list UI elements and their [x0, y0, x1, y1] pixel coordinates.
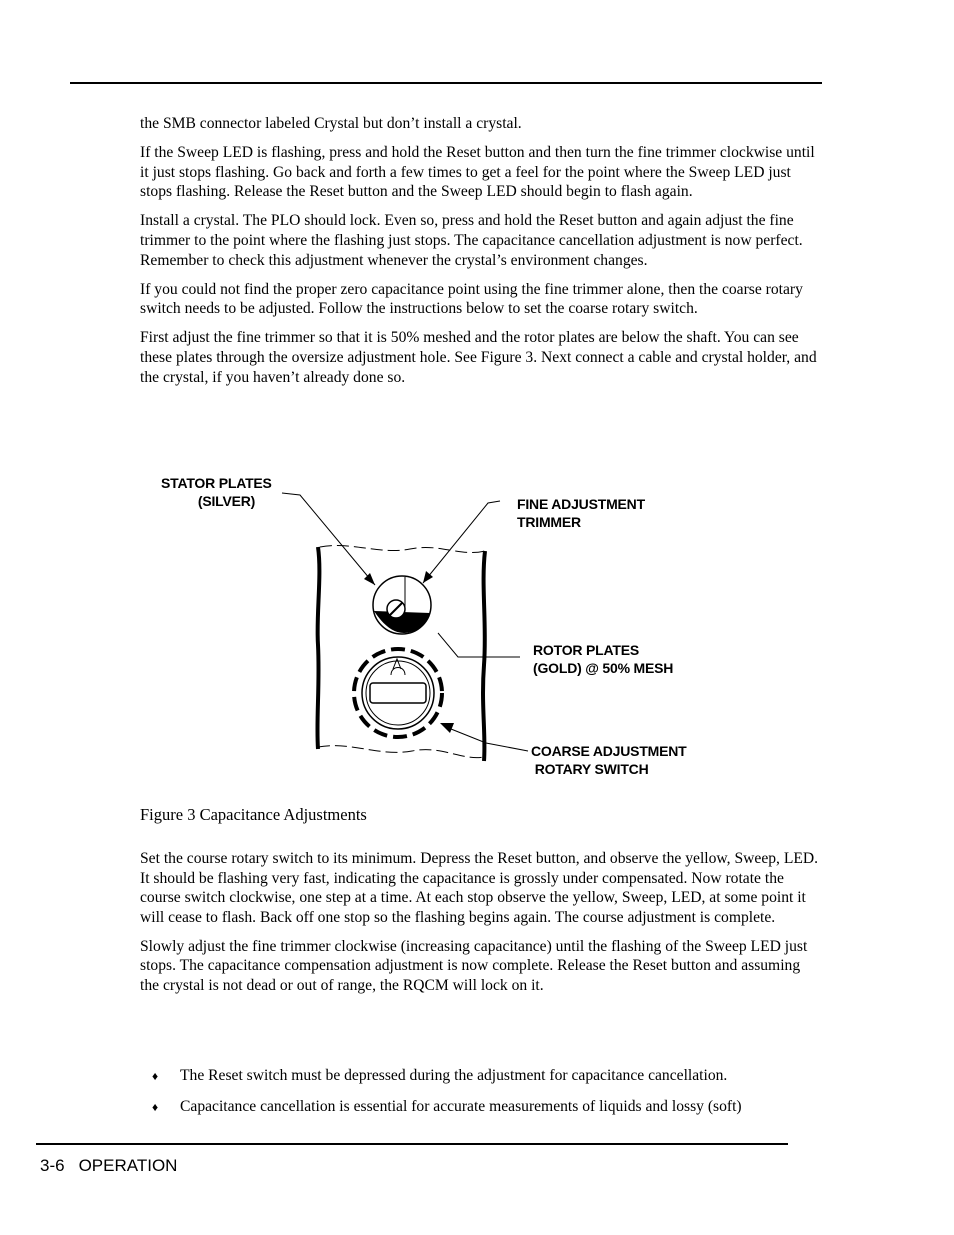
paragraph: Slowly adjust the fine trimmer clockwise (increasing capacitance) until the flashing of the Sweep LED just stops. The capacitance compensation adjustment is now complete. Release the Reset button and assuming the crystal is not dead or out of range, the RQCM will lock on it. [140, 937, 808, 995]
fine-adjustment-label: FINE ADJUSTMENT TRIMMER [517, 496, 645, 530]
rotor-plates-label: ROTOR PLATES (GOLD) @ 50% MESH [533, 642, 674, 676]
paragraph: the SMB connector labeled Crystal but don’t install a crystal. [140, 115, 522, 132]
coarse-adjustment-label: COARSE ADJUSTMENT ROTARY SWITCH [531, 743, 687, 777]
stator-plates-label: STATOR PLATES (SILVER) [161, 475, 272, 509]
coarse-arrowhead [440, 723, 454, 733]
rotor-leader [438, 633, 520, 657]
page-number: 3-6 [40, 1156, 65, 1175]
board-bottom-edge [318, 746, 484, 758]
coarse-rotary-switch [354, 649, 442, 737]
coarse-leader [446, 727, 528, 751]
diamond-bullet-icon: ♦ [152, 1100, 159, 1114]
capacitance-figure [150, 465, 710, 795]
list-item [150, 1066, 830, 1086]
board-left-edge [317, 547, 319, 749]
board-right-edge [483, 551, 485, 761]
paragraph: If you could not find the proper zero capacitance point using the fine trimmer alone, then the coarse rotary switch needs to be adjusted. Follow the instructions below to set the coarse rotary switch. [140, 280, 803, 318]
fine-leader [423, 501, 500, 583]
list-item [150, 1097, 830, 1117]
page-footer [40, 1156, 191, 1176]
stator-arrowhead [364, 573, 375, 585]
header-rule [70, 82, 822, 84]
paragraph: Install a crystal. The PLO should lock. Even so, press and hold the Reset button and again adjust the fine trimmer to the point where the flashing just stops. The capacitance cancellation adjustment is now perfect. Remember to check this adjustment whenever the crystal’s environment changes. [140, 212, 803, 269]
diamond-bullet-icon: ♦ [152, 1069, 159, 1083]
stator-leader [282, 493, 375, 585]
paragraph: First adjust the fine trimmer so that it is 50% meshed and the rotor plates are below the shaft. You can see these plates through the oversize adjustment hole. See Figure 3. Next connect a cable and crystal holder, and the crystal, if you haven’t already done so. [140, 329, 817, 386]
bullet-list [150, 1066, 830, 1128]
fine-trimmer [373, 576, 431, 634]
figure-caption: Figure 3 Capacitance Adjustments [140, 805, 367, 824]
list-item-text: Capacitance cancellation is essential for accurate measurements of liquids and lossy (soft) [180, 1098, 742, 1115]
list-item-text: The Reset switch must be depressed during the adjustment for capacitance cancellation. [180, 1067, 728, 1084]
body-text-bottom [140, 849, 820, 1005]
footer-rule [36, 1143, 788, 1145]
paragraph: If the Sweep LED is flashing, press and hold the Reset button and then turn the fine trimmer clockwise until it just stops flashing. Go back and forth a few times to get a feel for the point where the Sweep LED just stops flashing. Release the Reset button and the Sweep LED should begin to flash again. [140, 144, 815, 201]
body-text-top [140, 114, 820, 397]
section-title: OPERATION [78, 1156, 178, 1175]
paragraph: Set the course rotary switch to its minimum. Depress the Reset button, and observe the yellow, Sweep, LED. It should be flashing very fast, indicating the capacitance is grossly under compensated. Now rotate the course switch clockwise, one step at a time. At each stop observe the yellow, Sweep, LED, at some point it will cease to flash. Back off one stop so the flashing begins again. The course adjustment is complete. [140, 850, 819, 926]
